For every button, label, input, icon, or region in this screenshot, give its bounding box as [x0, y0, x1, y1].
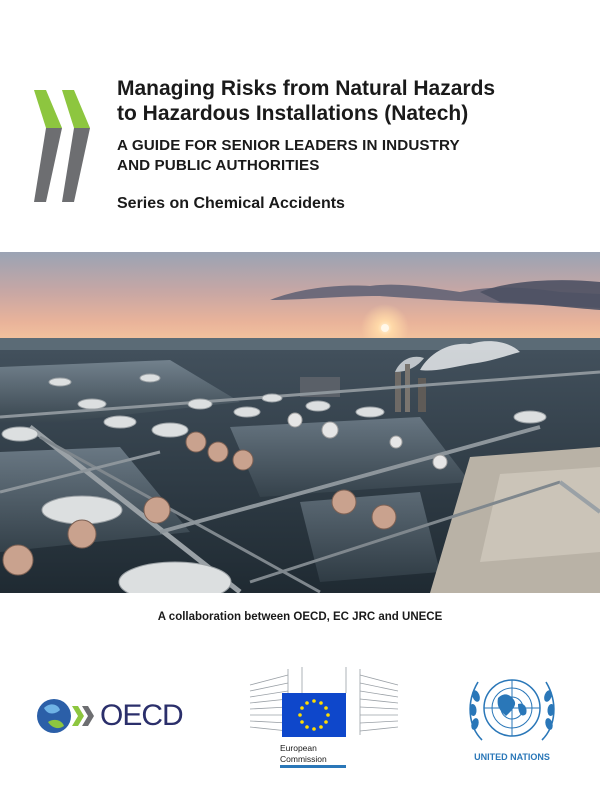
collaboration-line: A collaboration between OECD, EC JRC and UNECE [157, 611, 443, 623]
berlaymont-building-icon [248, 665, 404, 745]
cover-photo [0, 252, 600, 593]
series-name: Series on Chemical Accidents [117, 195, 345, 212]
un-wordmark: UNITED NATIONS [474, 752, 550, 762]
cover-title-line-2: to Hazardous Installations (Natech) [117, 102, 469, 125]
cover-title [117, 76, 587, 126]
cover-subtitle-line-1: A GUIDE FOR SENIOR LEADERS IN INDUSTRY [117, 137, 460, 154]
cover-subtitle [117, 136, 587, 176]
oecd-globe-icon [36, 694, 98, 738]
cover-subtitle-line-2: AND PUBLIC AUTHORITIES [117, 157, 320, 174]
ec-name-line-1: European [280, 743, 317, 753]
un-emblem-icon [462, 668, 562, 750]
ec-logo [248, 665, 404, 769]
oecd-chevrons-logo [32, 90, 94, 202]
title-block [117, 76, 587, 213]
un-logo [462, 668, 562, 766]
ec-name-line-2: Commission [280, 754, 327, 764]
ec-underline [280, 765, 346, 768]
oecd-logo [36, 694, 186, 738]
oecd-wordmark: OECD [100, 699, 183, 732]
cover-title-line-1: Managing Risks from Natural Hazards [117, 77, 496, 100]
